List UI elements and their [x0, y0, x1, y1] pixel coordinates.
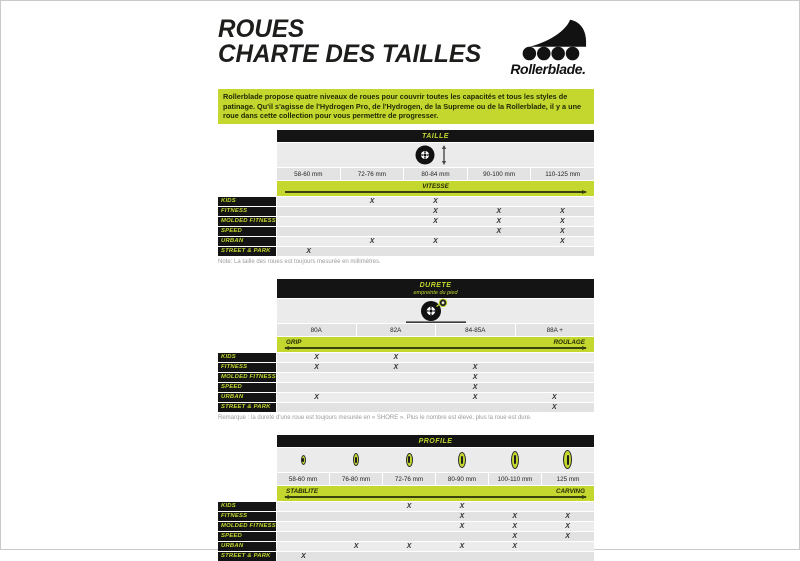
wheel-profile-icon [353, 453, 359, 466]
grid-cell [356, 393, 435, 402]
column-header: 100-110 mm [489, 473, 541, 485]
row-cells [277, 512, 594, 521]
grid-cell [488, 552, 541, 561]
grid-cell [404, 217, 467, 226]
column-header: 125 mm [542, 473, 594, 485]
axis-arrow-line [285, 496, 586, 497]
row-label-street-park: STREET & PARK [218, 247, 276, 256]
taille-icon-band [277, 143, 594, 167]
profile-icon-cell [435, 452, 488, 468]
grid-cell [467, 217, 530, 226]
profile-title: PROFILE [418, 437, 453, 445]
grid-cell [436, 383, 515, 392]
column-header: 84-85A [436, 324, 515, 336]
row-label-kids: KIDS [218, 502, 276, 511]
x-mark: X [433, 217, 438, 225]
x-mark: X [459, 522, 465, 530]
grid-cell [435, 532, 488, 541]
grid-cell [541, 502, 594, 511]
arrowhead-right-icon [582, 495, 587, 499]
table-row [218, 552, 594, 561]
profile-slot [355, 457, 357, 463]
row-cells [277, 353, 594, 362]
profile-top [277, 435, 594, 501]
grid-cell [383, 552, 436, 561]
x-mark: X [565, 532, 570, 540]
grid-cell [435, 502, 488, 511]
grid-cell [277, 532, 330, 541]
grid-cell [340, 217, 403, 226]
row-label-kids: KIDS [218, 353, 276, 362]
x-mark: X [512, 542, 518, 550]
grid-cell [356, 373, 435, 382]
table-row [218, 542, 594, 551]
profile-icon-cell [383, 453, 436, 467]
durete-icon-band [277, 299, 594, 323]
grid-cell [436, 373, 515, 382]
column-header: 58-60 mm [277, 168, 340, 180]
profile-icon-band [277, 448, 594, 472]
grid-cell [404, 247, 467, 256]
column-header: 82A [357, 324, 436, 336]
row-label-street-park: STREET & PARK [218, 403, 276, 412]
page-title [218, 17, 481, 67]
profile-slot [567, 455, 569, 465]
row-label-molded-fitness: MOLDED FITNESS [218, 373, 276, 382]
grid-cell [277, 363, 356, 372]
grid-cell [277, 217, 340, 226]
taille-note: Note: La taille des roues est toujours mesurée en millimètres. [218, 258, 381, 265]
grid-cell [541, 512, 594, 521]
table-row [218, 532, 594, 541]
grid-cell [277, 403, 356, 412]
grid-cell [435, 542, 488, 551]
x-mark: X [459, 542, 465, 550]
x-mark: X [552, 403, 557, 411]
arrowhead-left-icon [284, 495, 289, 499]
row-cells [277, 532, 594, 541]
axis-label-right: CARVING [555, 487, 585, 495]
x-mark: X [406, 542, 412, 550]
row-cells [277, 552, 594, 561]
grid-cell [488, 542, 541, 551]
grid-cell [467, 207, 530, 216]
grid-cell [531, 217, 594, 226]
x-mark: X [559, 217, 565, 225]
grid-cell [515, 363, 594, 372]
wheel-profile-icon [458, 452, 466, 468]
grid-cell [404, 227, 467, 236]
grid-cell [340, 227, 403, 236]
durete-header-bar [277, 279, 594, 298]
axis-label-right: ROULAGE [553, 338, 585, 346]
arrowhead-left-icon [284, 346, 289, 350]
wheel-diameter-icon [414, 144, 458, 166]
x-mark: X [512, 522, 518, 530]
row-cells [277, 207, 594, 216]
row-cells [277, 522, 594, 531]
grid-cell [277, 373, 356, 382]
x-mark: X [472, 383, 478, 391]
grid-cell [515, 353, 594, 362]
row-cells [277, 502, 594, 511]
grid-cell [356, 353, 435, 362]
x-mark: X [565, 522, 570, 530]
grid-cell [467, 247, 530, 256]
grid-cell [404, 207, 467, 216]
row-cells [277, 217, 594, 226]
column-header: 88A + [516, 324, 595, 336]
table-row [218, 353, 594, 362]
grid-cell [531, 247, 594, 256]
grid-cell [541, 552, 594, 561]
title-line-2: CHARTE DES TAILLES [218, 40, 482, 68]
grid-cell [488, 532, 541, 541]
taille-title: TAILLE [422, 132, 449, 140]
row-label-urban: URBAN [218, 542, 276, 551]
grid-cell [330, 512, 383, 521]
grid-cell [436, 363, 515, 372]
grid-cell [515, 373, 594, 382]
grid-cell [277, 502, 330, 511]
arrowhead-right-icon [582, 346, 587, 350]
table-row [218, 227, 594, 236]
grid-cell [277, 393, 356, 402]
content [218, 17, 594, 561]
x-mark: X [472, 363, 478, 371]
column-header: 80-84 mm [404, 168, 467, 180]
profile-icon-cell [488, 451, 541, 469]
row-label-speed: SPEED [218, 532, 276, 541]
table-row [218, 217, 594, 226]
grid-cell [488, 522, 541, 531]
taille-axis-bar [277, 181, 594, 196]
tables [218, 130, 594, 561]
row-cells [277, 383, 594, 392]
grid-cell [330, 522, 383, 531]
grid-cell [436, 353, 515, 362]
x-mark: X [472, 393, 478, 401]
grid-cell [541, 532, 594, 541]
profile-slot [461, 456, 463, 464]
intro-paragraph: Rollerblade propose quatre niveaux de roues pour couvrir toutes les capacités et tous les styles de patinage. Qu'il s'agisse de l'Hydrogen Pro, de l'Hydrogen, de la Supreme ou de la Rollerblade, il y a une roue dans cette collection pour vous permettre de progresser. [218, 89, 594, 124]
x-mark: X [459, 502, 465, 510]
x-mark: X [512, 512, 518, 520]
x-mark: X [459, 512, 465, 520]
column-header: 90-100 mm [468, 168, 531, 180]
grid-cell [277, 247, 340, 256]
table-row [218, 403, 594, 412]
table-durete [218, 279, 594, 421]
column-header: 76-80 mm [330, 473, 382, 485]
axis-label-center: VITESSE [422, 182, 449, 190]
table-row [218, 207, 594, 216]
grid-cell [277, 512, 330, 521]
x-mark: X [496, 227, 502, 235]
arrowhead-right-icon [582, 190, 587, 194]
row-label-kids: KIDS [218, 197, 276, 206]
grid-cell [515, 383, 594, 392]
grid-cell [383, 522, 436, 531]
taille-top [277, 130, 594, 196]
row-label-urban: URBAN [218, 237, 276, 246]
x-mark: X [393, 353, 399, 361]
x-mark: X [353, 542, 359, 550]
masthead [218, 17, 594, 77]
x-mark: X [496, 217, 502, 225]
grid-cell [531, 227, 594, 236]
x-mark: X [496, 207, 502, 215]
profile-slot [302, 458, 304, 462]
grid-cell [488, 512, 541, 521]
durete-column-headers [277, 324, 594, 336]
grid-cell [330, 502, 383, 511]
grid-cell [467, 197, 530, 206]
x-mark: X [559, 207, 565, 215]
grid-cell [340, 247, 403, 256]
x-mark: X [314, 363, 319, 371]
grid-cell [356, 363, 435, 372]
row-cells [277, 403, 594, 412]
x-mark: X [433, 207, 438, 215]
table-row [218, 373, 594, 382]
title-line-1: ROUES [218, 15, 305, 43]
grid-cell [340, 197, 403, 206]
grid-cell [404, 197, 467, 206]
skate-icon [505, 18, 591, 62]
grid-cell [277, 383, 356, 392]
x-mark: X [559, 237, 565, 245]
durete-axis-bar [277, 337, 594, 352]
profile-header-bar [277, 435, 594, 447]
row-label-street-park: STREET & PARK [218, 552, 276, 561]
grid-cell [515, 403, 594, 412]
row-cells [277, 373, 594, 382]
x-mark: X [301, 552, 306, 560]
x-mark: X [406, 502, 412, 510]
taille-header-bar [277, 130, 594, 142]
row-cells [277, 542, 594, 551]
grid-cell [330, 542, 383, 551]
grid-cell [277, 237, 340, 246]
table-row [218, 383, 594, 392]
wheel-profile-icon [563, 450, 572, 469]
x-mark: X [314, 393, 319, 401]
column-header: 58-60 mm [277, 473, 329, 485]
x-mark: X [472, 373, 478, 381]
durete-title: DURETE [419, 281, 452, 289]
column-header: 72-76 mm [341, 168, 404, 180]
x-mark: X [393, 363, 399, 371]
x-mark: X [369, 237, 375, 245]
row-cells [277, 247, 594, 256]
x-mark: X [559, 227, 565, 235]
table-row [218, 502, 594, 511]
x-mark: X [552, 393, 557, 401]
table-row [218, 522, 594, 531]
column-header: 72-76 mm [383, 473, 435, 485]
x-mark: X [306, 247, 312, 255]
row-cells [277, 237, 594, 246]
axis-arrow-line [285, 191, 586, 192]
rollerblade-logo [502, 18, 594, 77]
profile-slot [408, 456, 410, 463]
grid-cell [330, 552, 383, 561]
durometer-wheel-icon [404, 298, 468, 324]
grid-cell [330, 532, 383, 541]
row-cells [277, 197, 594, 206]
table-row [218, 197, 594, 206]
grid-cell [340, 207, 403, 216]
x-mark: X [369, 197, 375, 205]
x-mark: X [565, 512, 570, 520]
grid-cell [436, 403, 515, 412]
grid-cell [277, 542, 330, 551]
axis-arrow-line [285, 347, 586, 348]
grid-cell [277, 207, 340, 216]
grid-cell [340, 237, 403, 246]
grid-cell [531, 237, 594, 246]
row-cells [277, 363, 594, 372]
row-cells [277, 393, 594, 402]
grid-cell [356, 403, 435, 412]
x-mark: X [433, 237, 438, 245]
wheel-profile-icon [511, 451, 519, 469]
grid-cell [436, 393, 515, 402]
grid-cell [467, 227, 530, 236]
column-header: 80A [277, 324, 356, 336]
grid-cell [515, 393, 594, 402]
grid-cell [277, 353, 356, 362]
grid-cell [467, 237, 530, 246]
grid-cell [541, 522, 594, 531]
grid-cell [531, 197, 594, 206]
row-cells [277, 227, 594, 236]
axis-label-left: STABILITE [286, 487, 319, 495]
profile-slot [514, 455, 516, 464]
grid-cell [277, 197, 340, 206]
profile-icon-cell [541, 450, 594, 469]
grid-cell [277, 522, 330, 531]
durete-note: Remarque : la dureté d'une roue est toujours mesurée en « SHORE ». Plus le nombre est élevé, plus la roue est dure. [218, 414, 532, 421]
grid-cell [277, 227, 340, 236]
profile-column-headers [277, 473, 594, 485]
table-taille [218, 130, 594, 265]
x-mark: X [512, 532, 518, 540]
x-mark: X [314, 353, 319, 361]
table-row [218, 363, 594, 372]
x-mark: X [433, 197, 438, 205]
grid-cell [383, 542, 436, 551]
axis-label-left: GRIP [286, 338, 302, 346]
taille-column-headers [277, 168, 594, 180]
row-label-speed: SPEED [218, 227, 276, 236]
row-label-speed: SPEED [218, 383, 276, 392]
grid-cell [383, 512, 436, 521]
table-row [218, 247, 594, 256]
table-row [218, 393, 594, 402]
grid-cell [383, 502, 436, 511]
table-row [218, 512, 594, 521]
grid-cell [356, 383, 435, 392]
profile-icon-cell [330, 453, 383, 466]
grid-cell [383, 532, 436, 541]
row-label-fitness: FITNESS [218, 207, 276, 216]
row-label-molded-fitness: MOLDED FITNESS [218, 522, 276, 531]
row-label-molded-fitness: MOLDED FITNESS [218, 217, 276, 226]
durete-subtitle: empreinte du pied [413, 289, 458, 296]
row-label-fitness: FITNESS [218, 363, 276, 372]
profile-icon-cell [277, 455, 330, 465]
logo-wordmark: Rollerblade. [510, 61, 586, 77]
grid-cell [531, 207, 594, 216]
grid-cell [488, 502, 541, 511]
row-label-urban: URBAN [218, 393, 276, 402]
durete-top [277, 279, 594, 352]
grid-cell [435, 522, 488, 531]
wheel-profile-icon [406, 453, 413, 467]
grid-cell [277, 552, 330, 561]
column-header: 80-90 mm [436, 473, 488, 485]
row-label-fitness: FITNESS [218, 512, 276, 521]
profile-axis-bar [277, 486, 594, 501]
table-row [218, 237, 594, 246]
column-header: 110-125 mm [531, 168, 594, 180]
grid-cell [541, 542, 594, 551]
grid-cell [404, 237, 467, 246]
table-profile [218, 435, 594, 561]
grid-cell [435, 512, 488, 521]
grid-cell [435, 552, 488, 561]
wheel-profile-icon [301, 455, 306, 465]
